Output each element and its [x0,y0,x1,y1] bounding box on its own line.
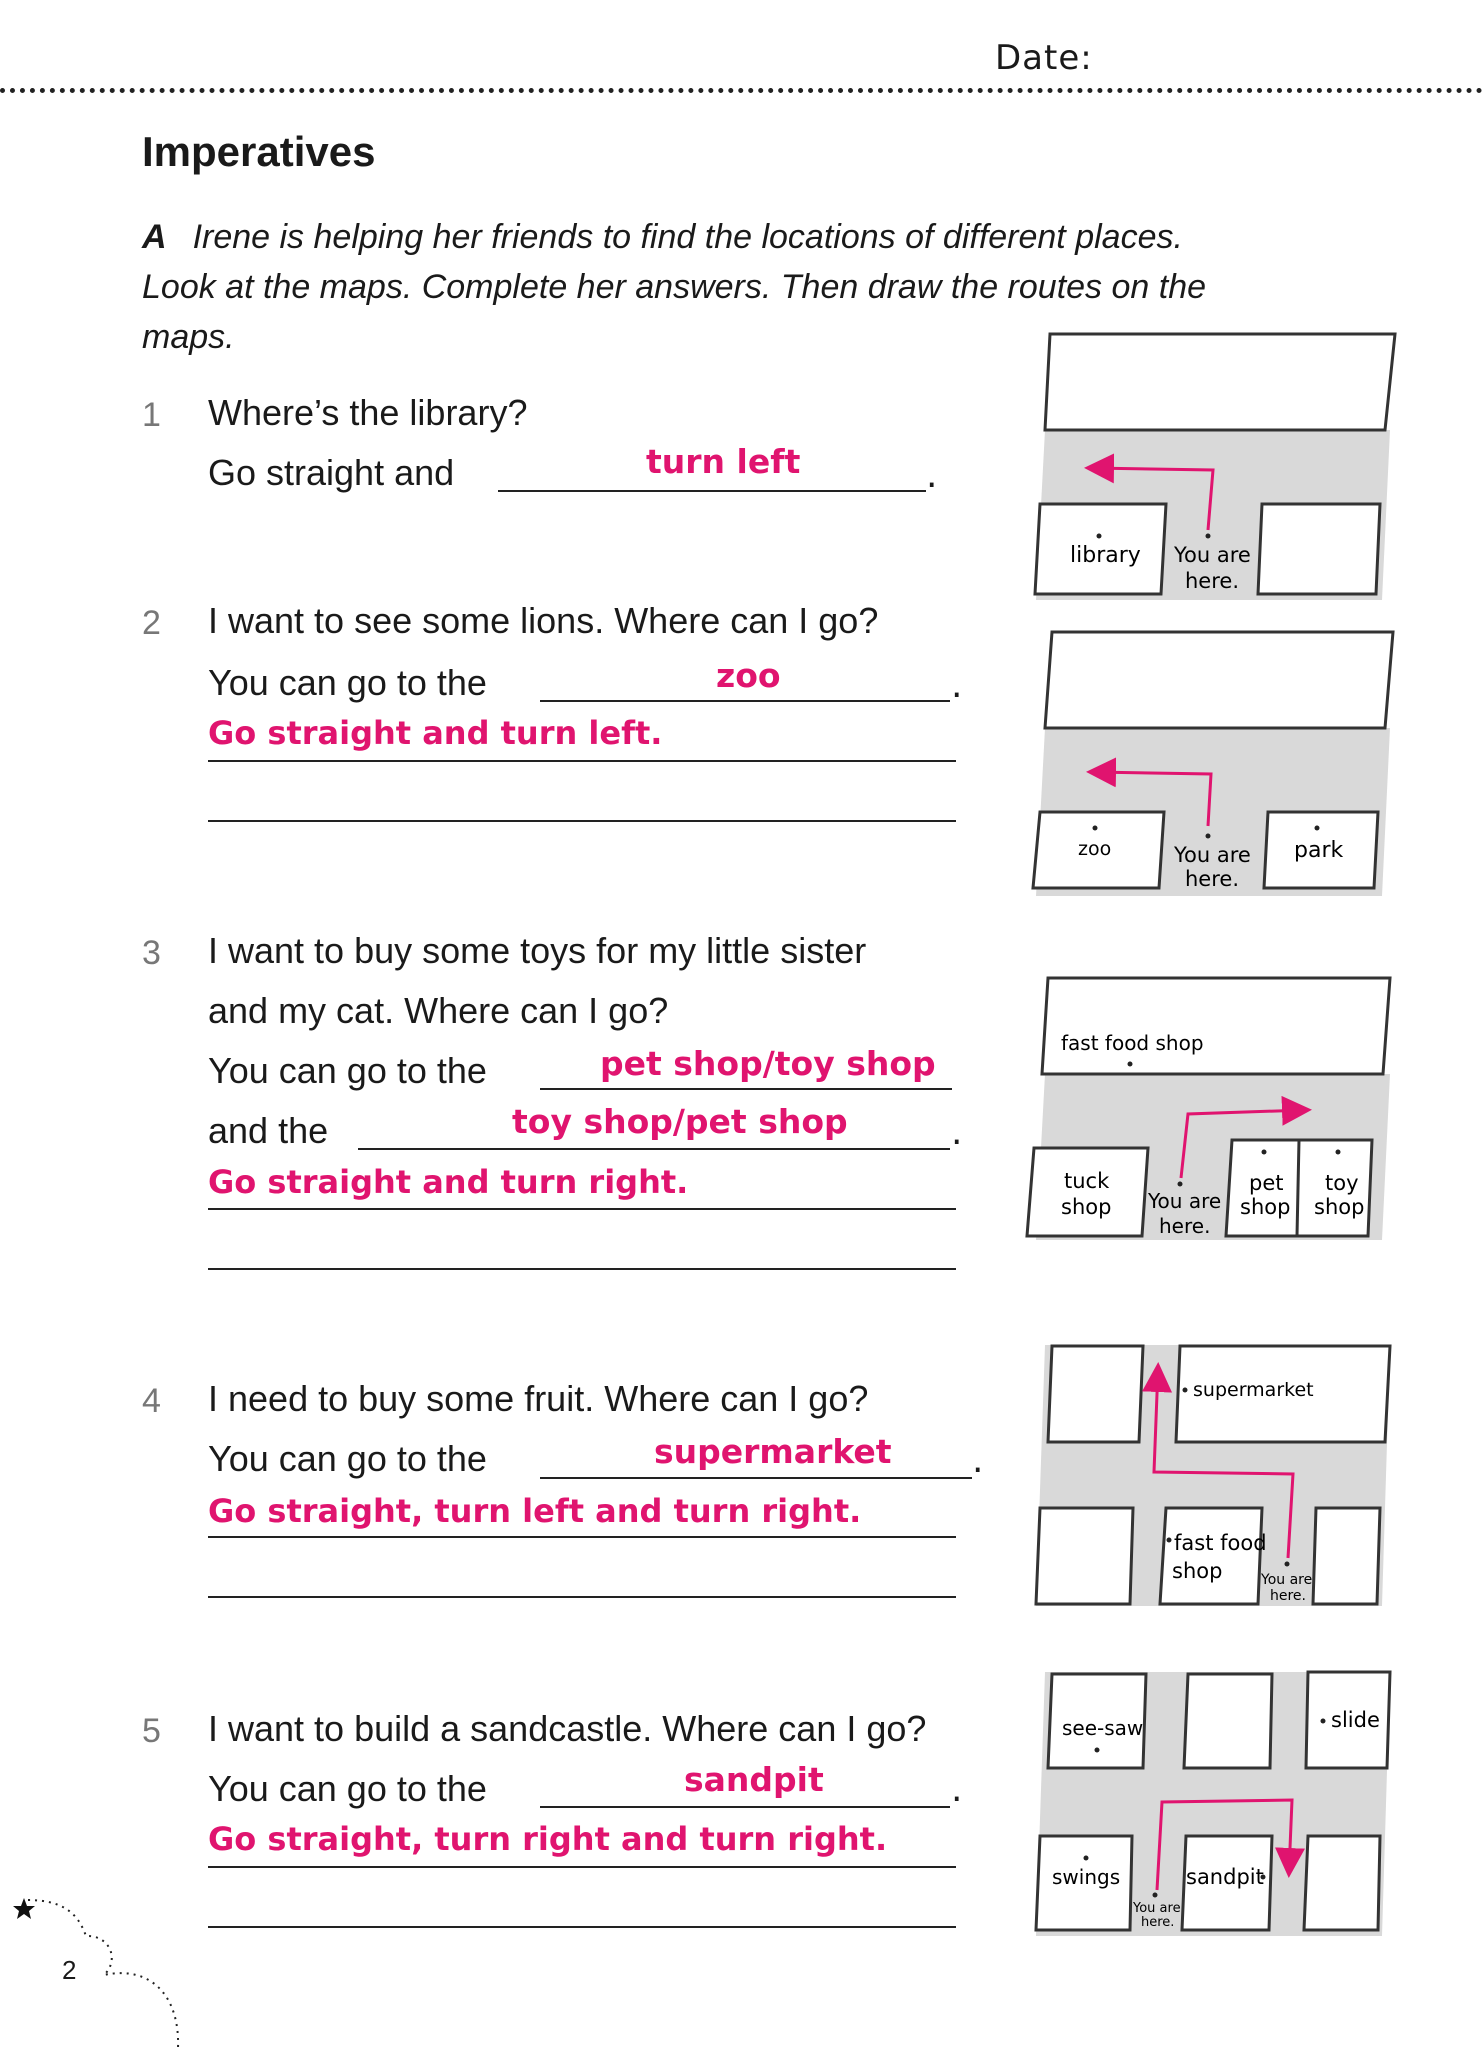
location-dot [1285,1562,1290,1567]
section-letter: A [142,218,167,256]
location-dot [1093,826,1098,831]
map-label-here: here. [1185,569,1239,593]
period: . [951,665,963,706]
location-dot [1167,1538,1172,1543]
map-1 [1035,334,1395,600]
location-dot [1336,1150,1341,1155]
answer-text-2: toy shop/pet shop [512,1102,848,1141]
map-label-park: park [1294,838,1344,863]
map-block [1313,1508,1380,1604]
page-number: 2 [62,1955,77,1985]
instructions-text: Irene is helping her friends to find the locations of different places. Look at the maps. Complete her answers. Then draw the routes on the maps. [142,218,1207,356]
map-label-pet-shop: shop [1240,1195,1291,1219]
directions-answer: Go straight and turn right. [208,1163,689,1201]
fast-food-block [1160,1508,1262,1604]
question-number: 2 [142,604,161,642]
answer-text: sandpit [684,1760,824,1799]
answer-text: turn left [646,442,801,481]
question-prompt: You can go to the [208,662,487,703]
map-label-see-saw: see-saw [1062,1716,1144,1740]
map-block [1304,1836,1380,1930]
map-label-here: here. [1185,867,1239,891]
question-prompt: You can go to the [208,1438,487,1479]
period: . [951,1112,963,1153]
map-label-library: library [1070,543,1141,568]
map-label-you-are: You are [1174,543,1251,567]
location-dot [1206,534,1211,539]
question-text: I want to see some lions. Where can I go? [208,600,879,641]
map-label-swings: swings [1052,1865,1121,1889]
dotted-cloud-outline [28,1900,178,2048]
map-label-supermarket: supermarket [1193,1379,1314,1401]
map-2 [1033,632,1393,896]
location-dot [1206,834,1211,839]
answer-text: zoo [716,656,781,695]
question-prompt: You can go to the [208,1768,487,1809]
period: . [972,1440,984,1481]
map-block [1036,1508,1133,1604]
period: . [951,1769,963,1810]
answer-text: supermarket [654,1432,892,1471]
question-number: 1 [142,396,161,434]
map-label-fast-food: fast food [1174,1531,1267,1555]
question-number: 3 [142,934,161,972]
question-text: I want to buy some toys for my little sister [208,930,867,971]
star-icon [13,1898,35,1919]
map-label-slide: slide [1331,1708,1380,1732]
map-label-here: here. [1270,1588,1306,1604]
map-4 [1036,1345,1390,1606]
map-label-tuck: tuck [1064,1169,1110,1193]
map-3 [1027,978,1390,1240]
map-label-here: here. [1159,1214,1211,1238]
question-prompt-2: and the [208,1110,329,1151]
question-text: Where’s the library? [208,392,528,433]
location-dot [1128,1062,1133,1067]
map-label-toy-shop: shop [1314,1195,1365,1219]
map-label-shop: shop [1172,1559,1223,1583]
date-label: Date: [995,38,1093,78]
location-dot [1315,826,1320,831]
page-title: Imperatives [142,128,376,175]
question-prompt: Go straight and [208,452,455,493]
question-text: I want to build a sandcastle. Where can I go? [208,1708,927,1749]
map-block [1045,334,1395,430]
footer-decoration [13,1898,178,2048]
location-dot [1183,1388,1188,1393]
map-label-you-are: You are [1148,1189,1222,1213]
map-block [1258,504,1380,594]
map-label-pet: pet [1249,1171,1284,1195]
map-5 [1036,1672,1390,1936]
map-block [1184,1674,1272,1768]
location-dot [1084,1856,1089,1861]
period: . [926,455,938,496]
question-text: I need to buy some fruit. Where can I go? [208,1378,869,1419]
map-block [1045,632,1393,728]
map-label-you-are: You are [1133,1901,1181,1916]
map-label-toy: toy [1325,1171,1359,1195]
directions-answer: Go straight, turn left and turn right. [208,1492,862,1530]
directions-answer: Go straight, turn right and turn right. [208,1820,888,1858]
question-text-line2: and my cat. Where can I go? [208,990,669,1031]
map-label-shop: shop [1061,1195,1112,1219]
location-dot [1178,1182,1183,1187]
question-prompt: You can go to the [208,1050,487,1091]
location-dot [1321,1719,1326,1724]
block-divider [1297,1140,1299,1236]
location-dot [1262,1150,1267,1155]
question-number: 4 [142,1382,161,1420]
map-label-you-are: You are [1261,1572,1313,1588]
map-label-zoo: zoo [1078,838,1112,860]
location-dot [1153,1893,1158,1898]
answer-text: pet shop/toy shop [600,1044,936,1083]
map-block [1048,1346,1143,1442]
question-number: 5 [142,1712,161,1750]
map-label-fast-food-shop: fast food shop [1061,1031,1204,1055]
map-label-you-are: You are [1174,843,1251,867]
directions-answer: Go straight and turn left. [208,714,663,752]
fast-food-block [1042,978,1390,1074]
map-label-sandpit: sandpit [1186,1865,1264,1889]
map-label-here: here. [1141,1915,1175,1930]
location-dot [1095,1748,1100,1753]
location-dot [1097,534,1102,539]
